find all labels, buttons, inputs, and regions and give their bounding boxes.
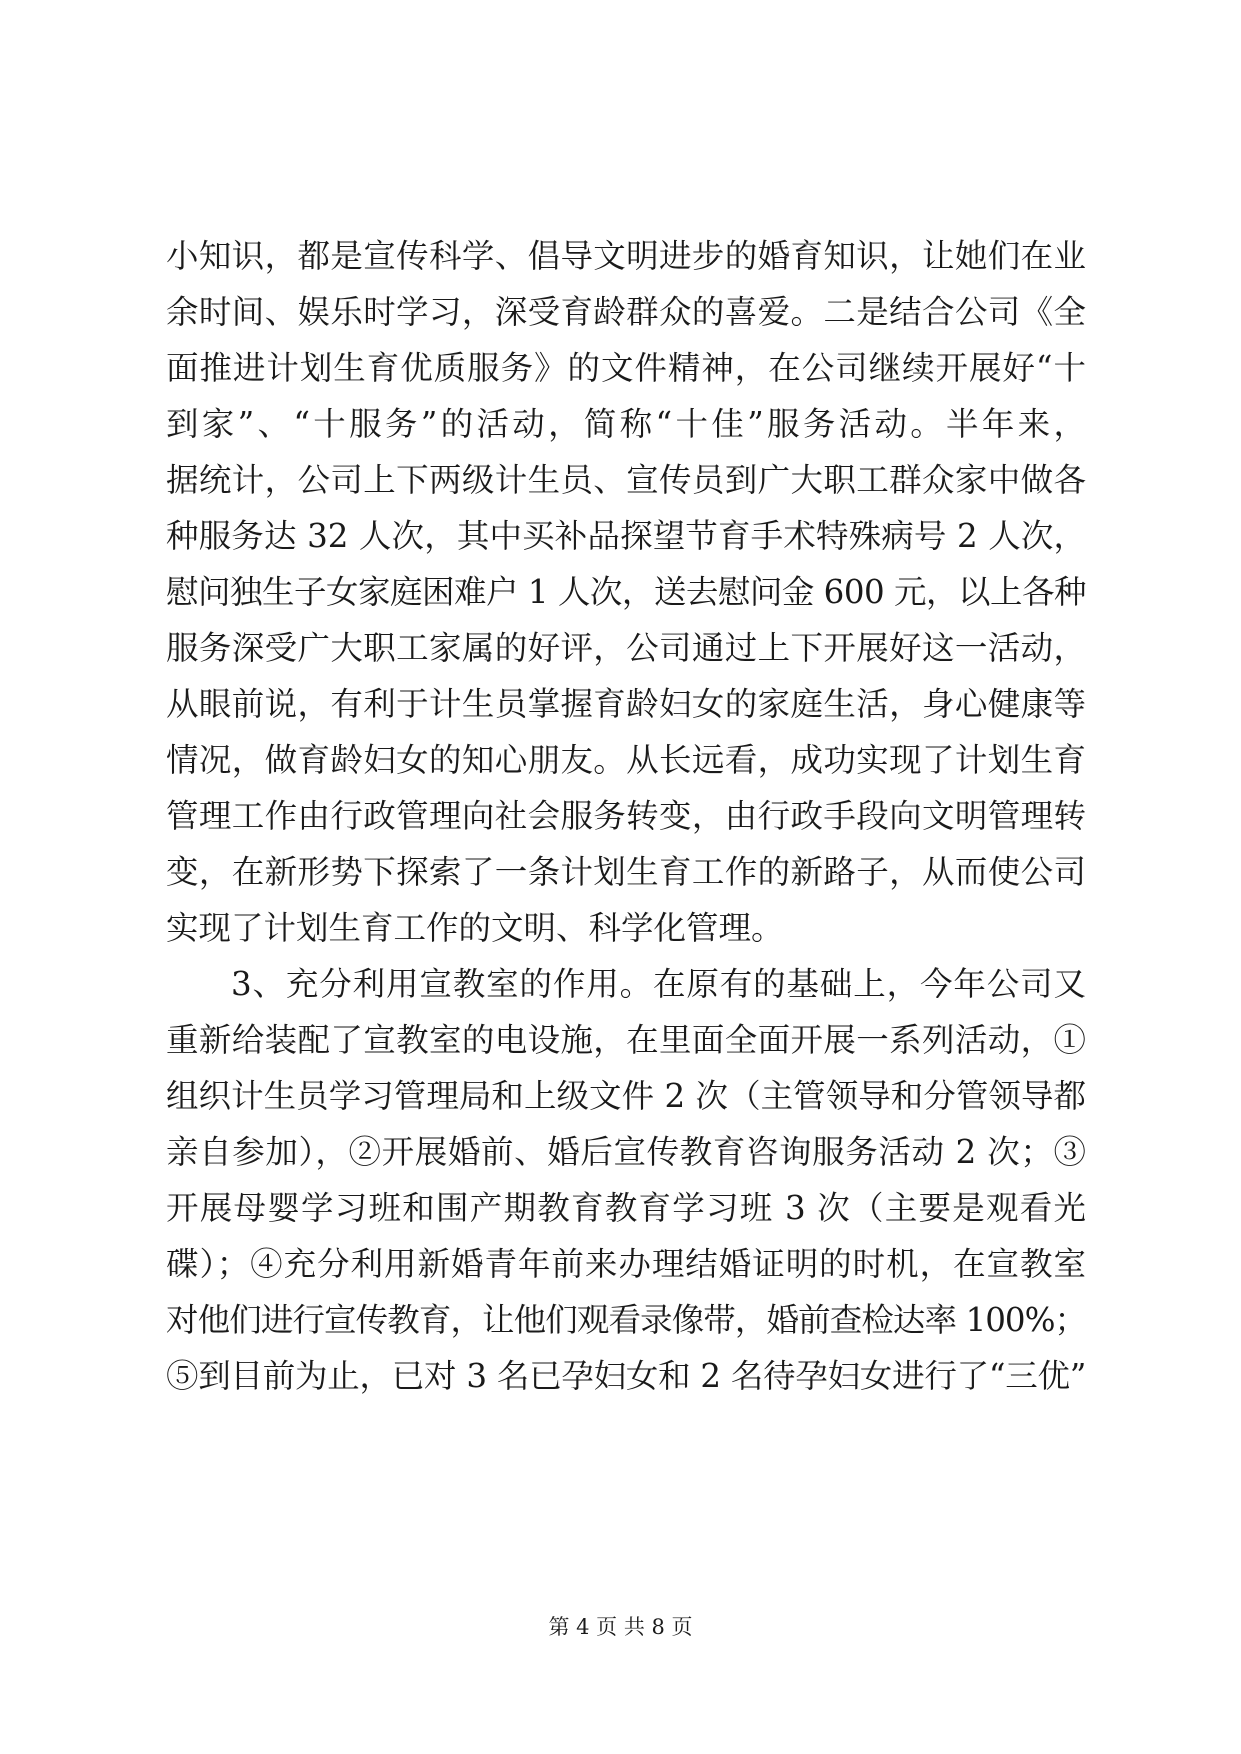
text-line: 据统计，公司上下两级计生员、宣传员到广大职工群众家中做各 xyxy=(166,461,1086,499)
text-line: 碟）；④充分利用新婚青年前来办理结婚证明的时机，在宣教室 xyxy=(166,1245,1086,1283)
text-line: 对他们进行宣传教育，让他们观看录像带，婚前查检达率 100%； xyxy=(166,1301,1086,1339)
text-line: 慰问独生子女家庭困难户 1 人次，送去慰问金 600 元，以上各种 xyxy=(166,573,1087,611)
text-line: 余时间、娱乐时学习，深受育龄群众的喜爱。二是结合公司《全 xyxy=(166,293,1086,331)
text-line: ⑤到目前为止，已对 3 名已孕妇女和 2 名待孕妇女进行了“三优” xyxy=(166,1357,1087,1395)
text-line: 实现了计划生育工作的文明、科学化管理。 xyxy=(166,909,784,947)
text-line: 组织计生员学习管理局和上级文件 2 次（主管领导和分管领导都 xyxy=(166,1077,1086,1115)
text-line: 从眼前说，有利于计生员掌握育龄妇女的家庭生活，身心健康等 xyxy=(166,685,1086,723)
text-line: 重新给装配了宣教室的电设施，在里面全面开展一系列活动，① xyxy=(166,1021,1086,1059)
text-line: 变，在新形势下探索了一条计划生育工作的新路子，从而使公司 xyxy=(166,853,1086,891)
page-footer xyxy=(0,1612,1241,1642)
text-line: 管理工作由行政管理向社会服务转变，由行政手段向文明管理转 xyxy=(166,797,1086,835)
text-line: 亲自参加），②开展婚前、婚后宣传教育咨询服务活动 2 次；③ xyxy=(166,1133,1086,1171)
text-line: 种服务达 32 人次，其中买补品探望节育手术特殊病号 2 人次， xyxy=(166,517,1086,555)
text-line: 情况，做育龄妇女的知心朋友。从长远看，成功实现了计划生育 xyxy=(166,741,1086,779)
text-line: 开展母婴学习班和围产期教育教育学习班 3 次（主要是观看光 xyxy=(166,1189,1086,1227)
text-line: 3、充分利用宣教室的作用。在原有的基础上，今年公司又 xyxy=(231,965,1086,1003)
text-line: 服务深受广大职工家属的好评，公司通过上下开展好这一活动， xyxy=(166,629,1086,667)
text-line: 面推进计划生育优质服务》的文件精神，在公司继续开展好“十 xyxy=(166,349,1086,387)
text-line: 到家”、“十服务”的活动，简称“十佳”服务活动。半年来， xyxy=(166,405,1086,443)
page-number: 第 4 页 共 8 页 xyxy=(548,1615,693,1639)
text-line: 小知识，都是宣传科学、倡导文明进步的婚育知识，让她们在业 xyxy=(166,237,1086,275)
